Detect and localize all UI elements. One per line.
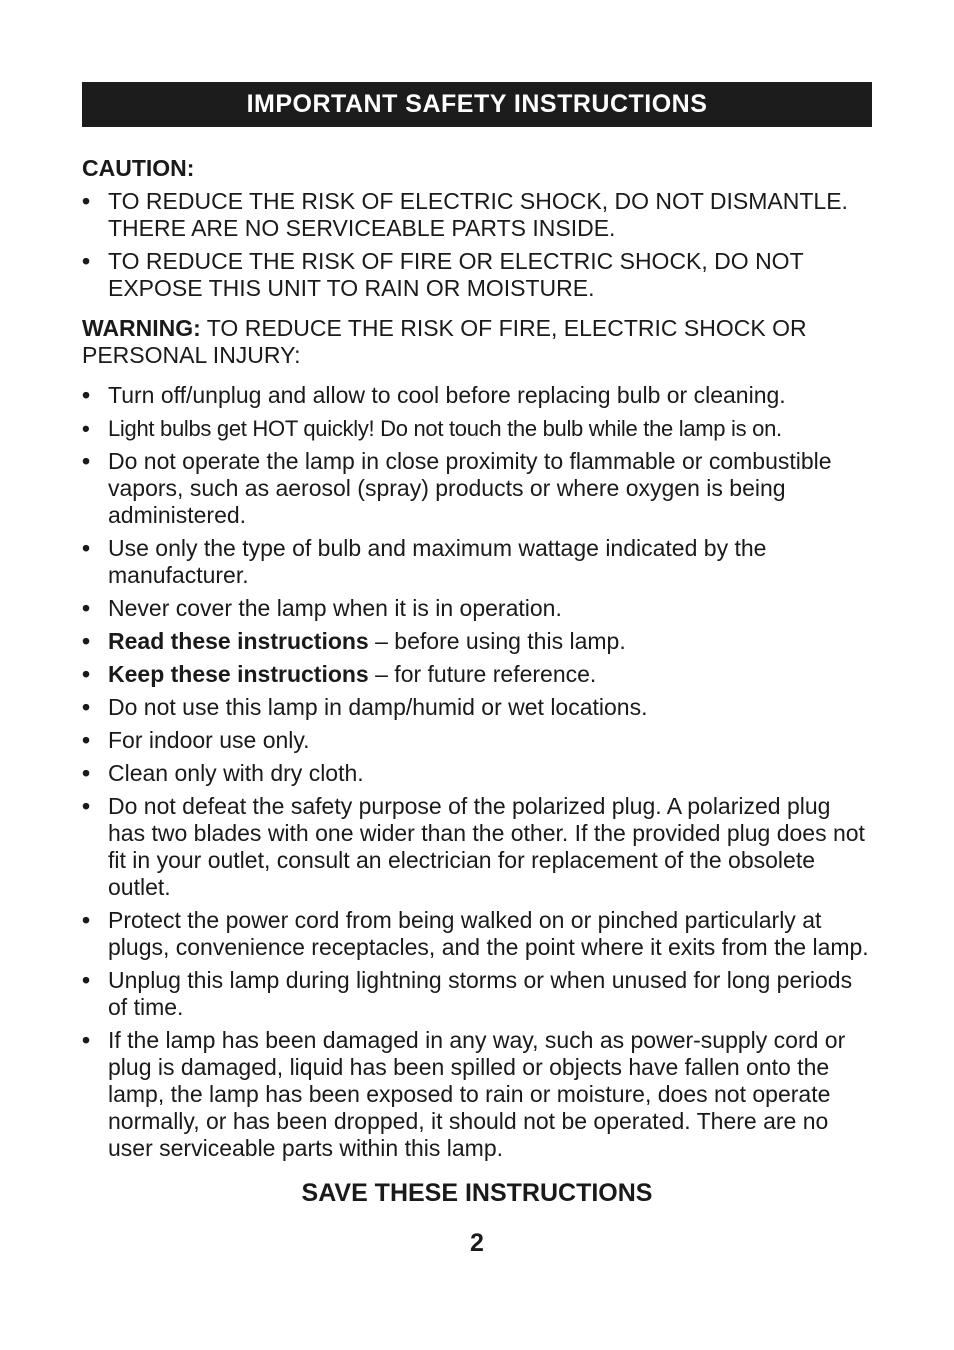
bullet-icon: • (82, 907, 91, 933)
caution-list (82, 188, 872, 302)
warning-item (82, 694, 872, 721)
bullet-icon: • (82, 188, 91, 214)
warning-item-lead: Keep these instructions (108, 661, 369, 687)
warning-item-text: Never cover the lamp when it is in operation. (108, 595, 562, 621)
warning-item-text: Do not defeat the safety purpose of the polarized plug. A polarized plug has two blades with one wider than the other. If the provided plug does not fit in your outlet, consult an electrician for replacement of the obsolete outlet. (108, 793, 865, 900)
caution-item (82, 188, 872, 242)
warning-item (82, 595, 872, 622)
warning-item-text: For indoor use only. (108, 727, 310, 753)
warning-item (82, 907, 872, 961)
warning-item (82, 661, 872, 688)
bullet-icon: • (82, 628, 91, 654)
warning-item (82, 415, 872, 442)
bullet-icon: • (82, 967, 91, 993)
bullet-icon: • (82, 760, 91, 786)
warning-label: WARNING: (82, 315, 201, 341)
warning-item-text: Unplug this lamp during lightning storms or when unused for long periods of time. (108, 967, 853, 1020)
warning-item-text: If the lamp has been damaged in any way, such as power-supply cord or plug is damaged, liquid has been spilled or objects have fallen onto the lamp, the lamp has been exposed to rain or moisture, does not operate normally, or has been dropped, it should not be operated. There are no user serviceable parts within this lamp. (108, 1027, 846, 1161)
warning-item (82, 535, 872, 589)
bullet-icon: • (82, 595, 91, 621)
save-instructions-heading: SAVE THESE INSTRUCTIONS (301, 1179, 653, 1207)
page-number: 2 (470, 1229, 484, 1257)
bullet-icon: • (82, 448, 91, 474)
bullet-icon: • (82, 661, 91, 687)
caution-item-text: TO REDUCE THE RISK OF ELECTRIC SHOCK, DO NOT DISMANTLE. THERE ARE NO SERVICEABLE PARTS INSIDE. (108, 188, 848, 241)
warning-item-text: Do not use this lamp in damp/humid or wet locations. (108, 694, 648, 720)
header-bar (82, 82, 872, 127)
warning-text: TO REDUCE THE RISK OF FIRE, ELECTRIC SHOCK OR PERSONAL INJURY: (82, 315, 807, 368)
bullet-icon: • (82, 793, 91, 819)
warning-item-text: – for future reference. (368, 661, 597, 687)
caution-heading: CAUTION: (82, 155, 195, 181)
bullet-icon: • (82, 1027, 91, 1053)
bullet-icon: • (82, 727, 91, 753)
warning-item-text: Use only the type of bulb and maximum wattage indicated by the manufacturer. (108, 535, 767, 588)
warning-item (82, 760, 872, 787)
warning-item-text: Turn off/unplug and allow to cool before replacing bulb or cleaning. (108, 382, 786, 408)
warning-item (82, 1027, 872, 1162)
warning-item (82, 793, 872, 901)
warning-item (82, 448, 872, 529)
warning-item-lead: Read these instructions (108, 628, 369, 654)
warning-item-text: Clean only with dry cloth. (108, 760, 364, 786)
caution-item (82, 248, 872, 302)
bullet-icon: • (82, 382, 91, 408)
manual-page (82, 82, 872, 1258)
warning-item-text: Protect the power cord from being walked on or pinched particularly at plugs, convenience receptacles, and the point where it exits from the lamp. (108, 907, 869, 960)
bullet-icon: • (82, 694, 91, 720)
bullet-icon: • (82, 248, 91, 274)
warning-item-text: – before using this lamp. (368, 628, 626, 654)
caution-item-text: TO REDUCE THE RISK OF FIRE OR ELECTRIC SHOCK, DO NOT EXPOSE THIS UNIT TO RAIN OR MOISTURE. (108, 248, 804, 301)
bullet-icon: • (82, 416, 90, 441)
warning-paragraph (82, 315, 872, 369)
warning-item-text: Do not operate the lamp in close proximity to flammable or combustible vapors, such as aerosol (spray) products or where oxygen is being administered. (108, 448, 832, 528)
warning-item-text: Light bulbs get HOT quickly! Do not touch the bulb while the lamp is on. (108, 416, 782, 441)
header-title: IMPORTANT SAFETY INSTRUCTIONS (246, 90, 708, 118)
warning-item (82, 382, 872, 409)
warning-list (82, 382, 872, 1162)
bullet-icon: • (82, 535, 91, 561)
warning-item (82, 628, 872, 655)
warning-item (82, 727, 872, 754)
warning-item (82, 967, 872, 1021)
